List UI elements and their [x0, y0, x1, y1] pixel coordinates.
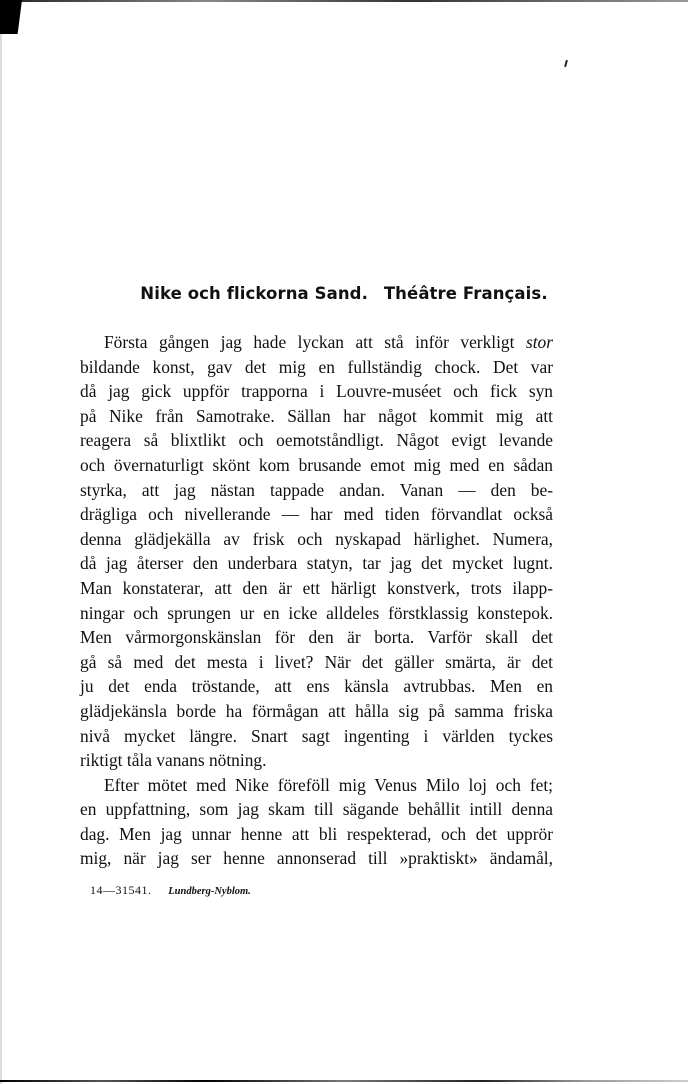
scan-bottom-edge [0, 1080, 688, 1082]
paragraph-2 [80, 773, 553, 871]
scan-corner-artifact [0, 0, 22, 34]
text-line: då jag återser den underbara statyn, tar jag det mycket lugnt. [80, 553, 553, 574]
text-line: drägliga och nivellerande — har med tiden förvandlat också [80, 504, 553, 525]
text-line: bildande konst, gav det mig en fullständig chock. Det var [80, 356, 553, 377]
chapter-title-part-2: Théâtre Français. [383, 284, 548, 303]
text-line: ju det enda tröstande, att ens känsla avtrubbas. Men en [80, 676, 553, 697]
text-line: Man konstaterar, att den är ett härligt konstverk, trots ilapp- [80, 577, 553, 598]
text-line: då jag gick uppför trapporna i Louvre-muséet och fick syn [80, 381, 553, 402]
italic-word: stor [525, 332, 553, 352]
paragraph-1 [80, 330, 553, 773]
text-line: styrka, att jag nästan tappade andan. Vanan — den be- [80, 479, 553, 500]
scan-speck [564, 60, 568, 67]
text-line [80, 330, 553, 355]
text-line: gå så med det mesta i livet? När det gäller smärta, är det [80, 651, 553, 672]
text-line: och övernaturligt skönt kom brusande emot mig med en sådan [80, 454, 553, 475]
text-line: Men vårmorgonskänslan för den är borta. Varför skall det [80, 627, 553, 648]
publisher-name: Lundberg-Nyblom. [168, 886, 251, 897]
line-text: Första gången jag hade lyckan att stå inför verkligt [104, 332, 526, 352]
chapter-title [0, 284, 688, 303]
text-line: dag. Men jag unnar henne att bli respekterad, och det upprör [80, 823, 553, 844]
signature-number: 14—31541. [90, 883, 152, 897]
chapter-title-part-1: Nike och flickorna Sand. [140, 284, 368, 303]
text-line: denna glädjekälla av frisk och nyskapad härlighet. Numera, [80, 528, 553, 549]
body-text [80, 330, 553, 871]
text-line: på Nike från Samotrake. Sällan har något kommit mig att [80, 405, 553, 426]
text-line: mig, när jag ser henne annonserad till »praktiskt» ändamål, [80, 848, 553, 869]
text-line: glädjekänsla borde ha förmågan att hålla sig på samma friska [80, 700, 553, 721]
text-line: nivå mycket längre. Snart sagt ingenting i världen tyckes [80, 725, 553, 746]
text-line: riktigt tåla vanans nötning. [80, 750, 267, 771]
scan-top-edge [0, 0, 688, 2]
text-line: en uppfattning, som jag skam till sägande behållit intill denna [80, 799, 553, 820]
scan-left-edge [0, 34, 2, 1084]
text-line: Efter mötet med Nike föreföll mig Venus Milo loj och fet; [104, 774, 553, 795]
text-line: ningar och sprungen ur en icke alldeles förstklassig konstepok. [80, 602, 553, 623]
printer-signature [90, 883, 251, 898]
text-line: reagera så blixtlikt och oemotståndligt. Något evigt levande [80, 430, 553, 451]
